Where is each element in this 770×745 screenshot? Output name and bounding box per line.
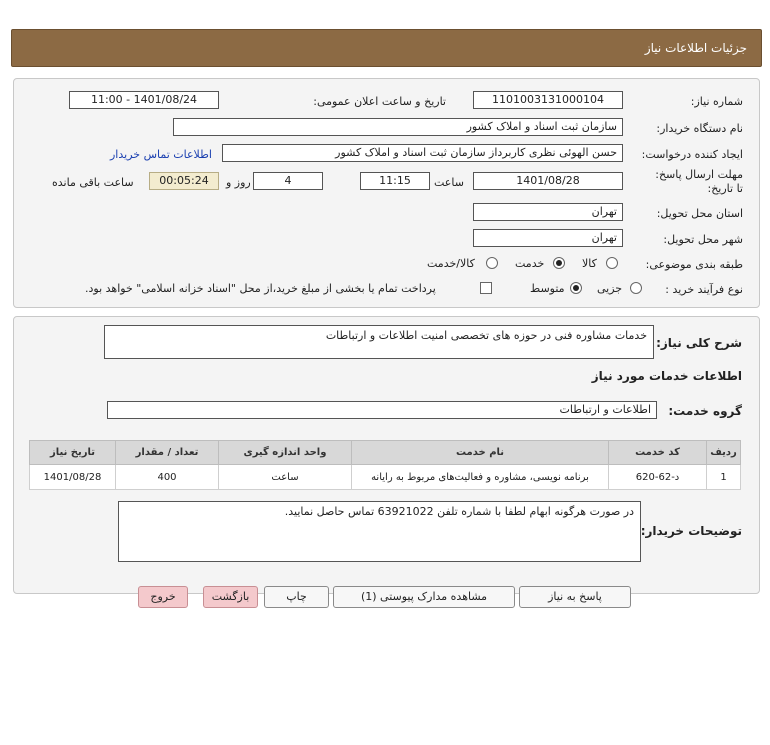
city-label: شهر محل تحویل: bbox=[663, 233, 743, 246]
deadline-time-label: ساعت bbox=[434, 176, 464, 189]
category-option-goods-service: کالا/خدمت bbox=[427, 257, 475, 270]
category-radio-goods-service[interactable] bbox=[486, 257, 498, 269]
days-remaining-field: 4 bbox=[253, 172, 323, 190]
cell-row: 1 bbox=[707, 465, 741, 490]
cell-unit: ساعت bbox=[219, 465, 352, 490]
col-need-date: تاریخ نیاز bbox=[30, 441, 116, 465]
requester-label: ایجاد کننده درخواست: bbox=[641, 148, 743, 161]
col-unit: واحد اندازه گیری bbox=[219, 441, 352, 465]
category-radio-service[interactable] bbox=[553, 257, 565, 269]
purchase-process-label: نوع فرآیند خرید : bbox=[665, 283, 743, 296]
buyer-notes-label: توضیحات خریدار: bbox=[640, 524, 742, 538]
buyer-org-field: سازمان ثبت اسناد و املاک کشور bbox=[173, 118, 623, 136]
cell-quantity: 400 bbox=[116, 465, 219, 490]
category-radio-goods[interactable] bbox=[606, 257, 618, 269]
deadline-date-field: 1401/08/28 bbox=[473, 172, 623, 190]
province-label: استان محل تحویل: bbox=[656, 207, 743, 220]
reply-button[interactable]: پاسخ به نیاز bbox=[519, 586, 631, 608]
category-label: طبقه بندی موضوعی: bbox=[645, 258, 743, 271]
days-label: روز و bbox=[226, 176, 251, 189]
need-details-panel bbox=[13, 78, 760, 308]
back-button[interactable]: بازگشت bbox=[203, 586, 258, 608]
service-group-field: اطلاعات و ارتباطات bbox=[107, 401, 657, 419]
cell-service-name: برنامه نویسی، مشاوره و فعالیت‌های مربوط به رایانه bbox=[352, 465, 609, 490]
remaining-time-label: ساعت باقی مانده bbox=[52, 176, 134, 189]
remaining-time-field: 00:05:24 bbox=[149, 172, 219, 190]
print-button[interactable]: چاپ bbox=[264, 586, 329, 608]
buyer-contact-link[interactable]: اطلاعات تماس خریدار bbox=[110, 148, 212, 161]
category-option-service: خدمت bbox=[515, 257, 545, 270]
table-row bbox=[30, 465, 741, 490]
need-number-label: شماره نیاز: bbox=[690, 95, 743, 108]
buyer-notes-box: در صورت هرگونه ابهام لطفا با شماره تلفن 63921022 تماس حاصل نمایید. bbox=[118, 501, 641, 562]
province-field: تهران bbox=[473, 203, 623, 221]
deadline-label: مهلت ارسال پاسخ: تا تاریخ: bbox=[655, 168, 743, 195]
treasury-note: پرداخت تمام یا بخشی از مبلغ خرید،از محل "اسناد خزانه اسلامی" خواهد بود. bbox=[85, 282, 436, 295]
process-option-medium: متوسط bbox=[530, 282, 565, 295]
services-section-title: اطلاعات خدمات مورد نیاز bbox=[591, 369, 742, 383]
process-option-minor: جزیی bbox=[597, 282, 623, 295]
cell-service-code: د-62-620 bbox=[609, 465, 707, 490]
need-summary-label: شرح کلی نیاز: bbox=[656, 336, 742, 350]
announce-datetime-label: تاریخ و ساعت اعلان عمومی: bbox=[313, 95, 446, 108]
treasury-checkbox[interactable] bbox=[480, 282, 492, 294]
city-field: تهران bbox=[473, 229, 623, 247]
services-table bbox=[29, 440, 741, 490]
page-header bbox=[11, 29, 762, 67]
table-header-row bbox=[30, 441, 741, 465]
announce-datetime-field: 1401/08/24 - 11:00 bbox=[69, 91, 219, 109]
process-radio-minor[interactable] bbox=[630, 282, 642, 294]
col-service-name: نام خدمت bbox=[352, 441, 609, 465]
requester-field: حسن الهوئی نظری کاربرداز سازمان ثبت اسناد و املاک کشور bbox=[222, 144, 623, 162]
service-group-label: گروه خدمت: bbox=[668, 404, 742, 418]
col-service-code: کد خدمت bbox=[609, 441, 707, 465]
col-quantity: تعداد / مقدار bbox=[116, 441, 219, 465]
cell-need-date: 1401/08/28 bbox=[30, 465, 116, 490]
page-title: جزئیات اطلاعات نیاز bbox=[644, 41, 747, 55]
deadline-time-field: 11:15 bbox=[360, 172, 430, 190]
buyer-org-label: نام دستگاه خریدار: bbox=[656, 122, 743, 135]
need-summary-box: خدمات مشاوره فنی در حوزه های تخصصی امنیت اطلاعات و ارتباطات bbox=[104, 325, 654, 359]
process-radio-medium[interactable] bbox=[570, 282, 582, 294]
col-row: ردیف bbox=[707, 441, 741, 465]
need-number-field: 1101003131000104 bbox=[473, 91, 623, 109]
exit-button[interactable]: خروج bbox=[138, 586, 188, 608]
attachments-button[interactable]: مشاهده مدارک پیوستی (1) bbox=[333, 586, 515, 608]
category-option-goods: کالا bbox=[582, 257, 597, 270]
